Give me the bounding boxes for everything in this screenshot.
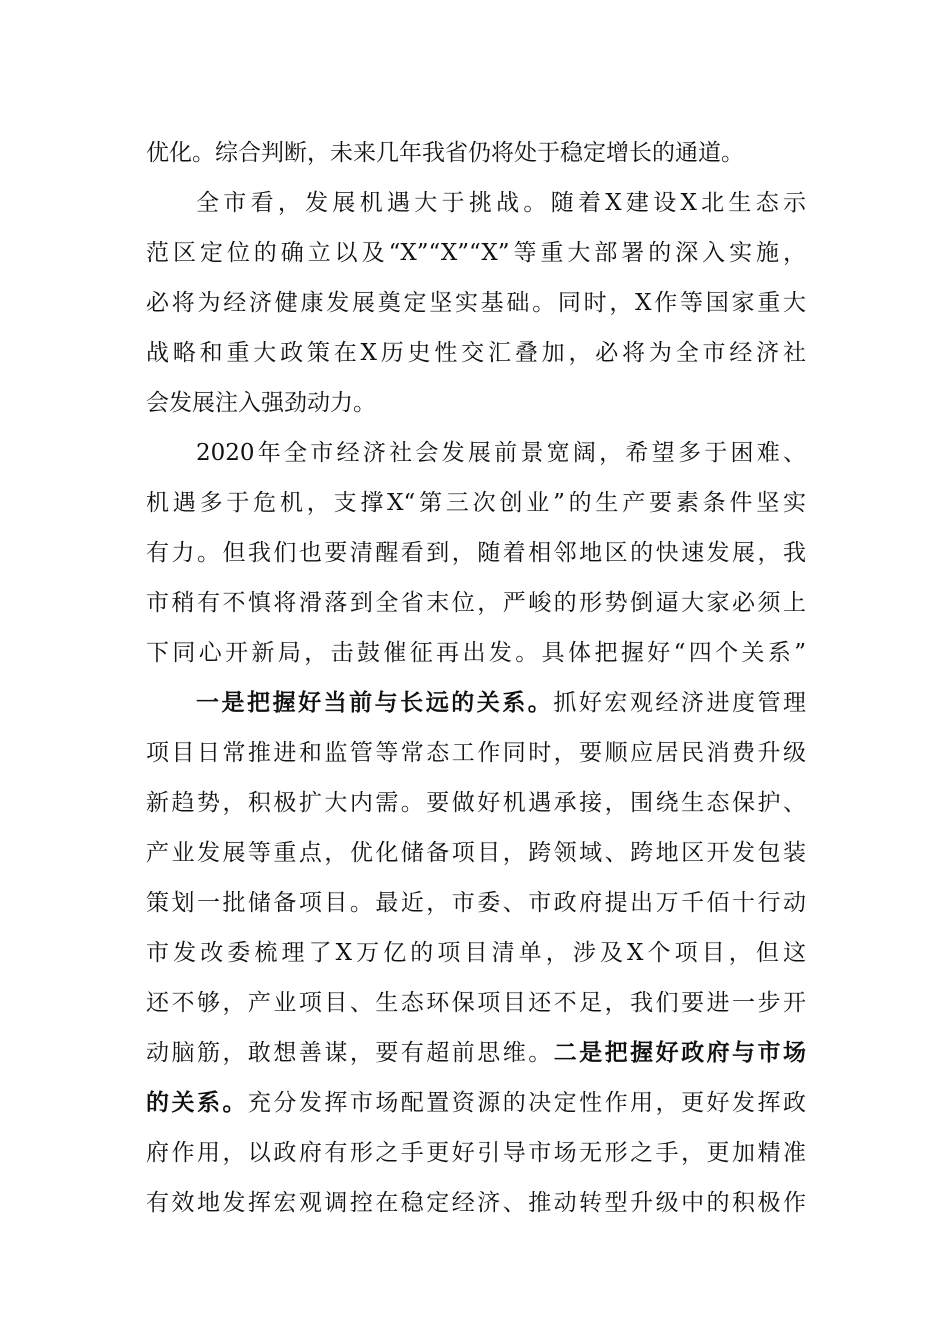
line-text: 产业发展等重点，优化储备项目，跨领域、跨地区开发包装 xyxy=(146,840,806,866)
text-line xyxy=(146,578,806,628)
text-line xyxy=(196,178,806,228)
text-line xyxy=(146,728,806,778)
text-line xyxy=(146,928,806,978)
text-line xyxy=(146,128,806,178)
line-text: 市稍有不慎将滑落到全省末位，严峻的形势倒逼大家必须上 xyxy=(146,590,806,616)
text-line xyxy=(146,528,806,578)
bold-heading: 的关系。 xyxy=(146,1089,248,1116)
text-line xyxy=(146,978,806,1028)
text-line xyxy=(146,328,806,378)
line-text: 范区定位的确立以及“X”“X”“X”等重大部署的深入实施， xyxy=(146,240,806,266)
line-text: 下同心开新局，击鼓催征再出发。具体把握好“四个关系” xyxy=(146,640,806,666)
line-text: 有效地发挥宏观调控在稳定经济、推动转型升级中的积极作 xyxy=(146,1190,806,1216)
line-text: 全市看，发展机遇大于挑战。随着X建设X北生态示 xyxy=(196,190,806,216)
line-text: 优化。综合判断，未来几年我省仍将处于稳定增长的通道。 xyxy=(146,140,744,166)
line-text: 项目日常推进和监管等常态工作同时，要顺应居民消费升级 xyxy=(146,740,806,766)
line-text: 机遇多于危机，支撑X“第三次创业”的生产要素条件坚实 xyxy=(146,490,806,516)
text-line xyxy=(146,778,806,828)
line-text: 策划一批储备项目。最近，市委、市政府提出万千佰十行动 xyxy=(146,890,806,916)
line-text: 充分发挥市场配置资源的决定性作用，更好发挥政 xyxy=(247,1090,807,1116)
text-line xyxy=(146,378,806,428)
line-text: 府作用，以政府有形之手更好引导市场无形之手，更加精准 xyxy=(146,1140,806,1166)
line-text: 市发改委梳理了X万亿的项目清单，涉及X个项目，但这 xyxy=(146,940,806,966)
text-line xyxy=(146,278,806,328)
line-text: 必将为经济健康发展奠定坚实基础。同时，X作等国家重大 xyxy=(146,290,806,316)
text-line xyxy=(146,628,806,678)
line-text: 动脑筋，敢想善谋，要有超前思维。 xyxy=(146,1040,554,1066)
text-line xyxy=(146,1178,806,1228)
text-line xyxy=(146,1078,806,1128)
line-text: 会发展注入强劲动力。 xyxy=(146,390,376,416)
text-line xyxy=(196,678,806,728)
text-line xyxy=(146,828,806,878)
line-text: 新趋势，积极扩大内需。要做好机遇承接，围绕生态保护、 xyxy=(146,790,806,816)
line-text: 战略和重大政策在X历史性交汇叠加，必将为全市经济社 xyxy=(146,340,806,366)
bold-heading: 一是把握好当前与长远的关系。 xyxy=(196,689,554,716)
bold-heading: 二是把握好政府与市场 xyxy=(553,1039,807,1066)
text-line xyxy=(146,1128,806,1178)
text-line xyxy=(146,1028,806,1078)
line-text: 2020年全市经济社会发展前景宽阔，希望多于困难、 xyxy=(196,440,806,466)
line-text: 抓好宏观经济进度管理 xyxy=(553,690,807,716)
text-line xyxy=(146,478,806,528)
text-line xyxy=(196,428,806,478)
line-text: 有力。但我们也要清醒看到，随着相邻地区的快速发展，我 xyxy=(146,540,806,566)
line-text: 还不够，产业项目、生态环保项目还不足，我们要进一步开 xyxy=(146,990,806,1016)
text-line xyxy=(146,228,806,278)
text-line xyxy=(146,878,806,928)
